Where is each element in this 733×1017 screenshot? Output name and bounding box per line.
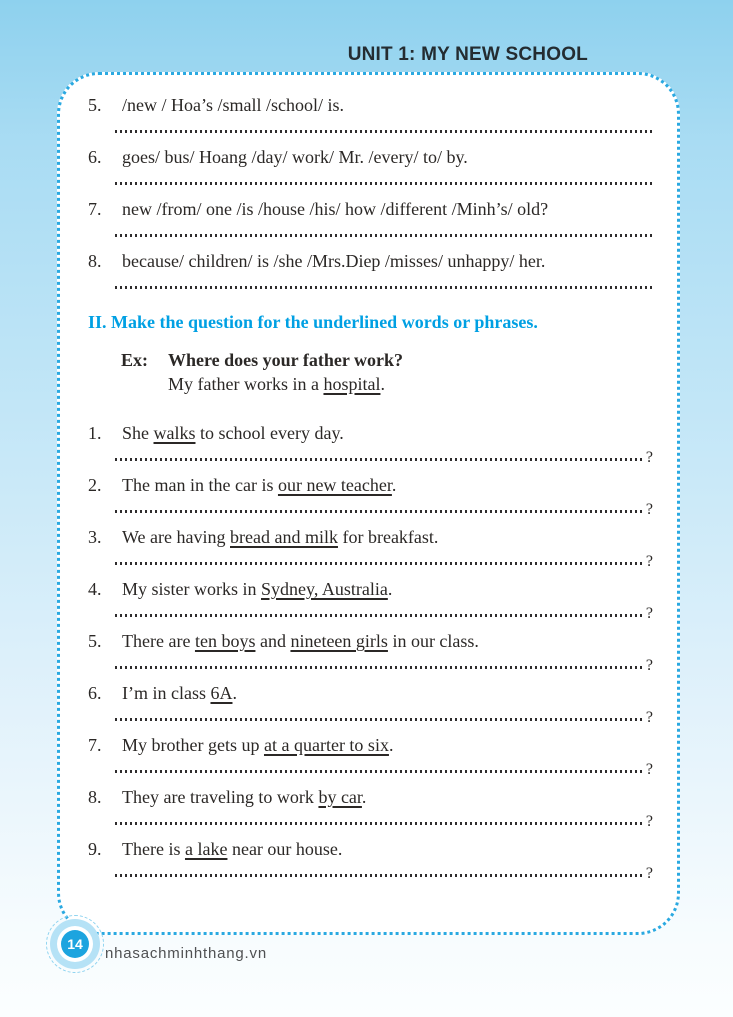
part2-section-heading: II. Make the question for the underlined words or phrases. [88,312,538,332]
answer-blank-line [115,600,653,620]
question-item [88,94,653,136]
underlined-phrase: ten boys [194,631,256,651]
text-segment: /new / Hoa’s /small /school/ is. [122,95,344,115]
page-number: 14 [61,930,89,958]
worksheet-card [57,72,680,935]
question-number: 2. [88,475,102,495]
question-number: 4. [88,579,102,599]
question-number: 6. [88,147,102,167]
question-text [122,250,653,272]
text-segment: . [388,735,394,755]
answer-blank-line [115,548,653,568]
answer-blank-line [115,756,653,776]
question-text [122,734,653,756]
text-segment: They are traveling to work [122,787,319,807]
question-text [122,422,653,444]
question-item [88,422,653,464]
question-text [122,786,653,808]
text-segment: My brother gets up [122,735,264,755]
publisher-website: nhasachminhthang.vn [105,945,267,962]
example-label: Ex: [121,350,148,370]
question-item [88,682,653,724]
answer-blank-line [115,860,653,880]
answer-blank-line [115,272,653,292]
question-item [88,198,653,240]
question-number: 8. [88,787,102,807]
part1-rearrange-list [88,94,653,292]
text-segment: near our house. [227,839,343,859]
question-text [122,526,653,548]
text-segment: new /from/ one /is /house /his/ how /different /Minh’s/ old? [122,199,549,219]
dotted-leader [115,182,653,185]
page-number-badge [46,915,104,973]
question-number: 7. [88,735,102,755]
underlined-phrase: bread and milk [230,527,338,547]
dotted-leader [115,510,645,513]
part2-question-list [88,422,653,880]
answer-question-mark: ? [645,761,653,778]
question-item [88,786,653,828]
question-text [122,474,653,496]
dotted-leader [115,562,645,565]
text-segment: . [361,787,367,807]
question-number: 5. [88,95,102,115]
underlined-phrase: 6A [210,683,233,703]
answer-question-mark: ? [645,501,653,518]
underlined-phrase: at a quarter to six [263,735,389,755]
answer-blank-line [115,652,653,672]
text-segment: and [255,631,291,651]
dotted-leader [115,874,645,877]
question-item [88,578,653,620]
answer-blank-line [115,444,653,464]
answer-question-mark: ? [645,449,653,466]
answer-question-mark: ? [645,865,653,882]
question-item [88,734,653,776]
question-text [122,578,653,600]
dotted-leader [115,666,645,669]
question-text [122,682,653,704]
example-answer [168,372,385,396]
text-segment: . [391,475,397,495]
text-segment: in our class. [387,631,479,651]
question-text [122,94,653,116]
text-segment: There is [122,839,185,859]
text-segment: for breakfast. [337,527,439,547]
text-segment: My sister works in [122,579,261,599]
text-segment: We are having [122,527,230,547]
answer-question-mark: ? [645,709,653,726]
text-segment: because/ children/ is /she /Mrs.Diep /misses/ unhappy/ her. [122,251,546,271]
dotted-leader [115,234,653,237]
question-item [88,250,653,292]
underlined-phrase: hospital [323,374,381,394]
question-text [122,146,653,168]
question-number: 6. [88,683,102,703]
answer-question-mark: ? [645,657,653,674]
question-text [122,838,653,860]
answer-question-mark: ? [645,813,653,830]
example-answer-indent [121,372,168,396]
text-segment: There are [122,631,195,651]
text-segment: My father works in a [168,374,324,394]
question-item [88,526,653,568]
question-item [88,146,653,188]
question-number: 8. [88,251,102,271]
underlined-phrase: Sydney, Australia [261,579,388,599]
answer-blank-line [115,808,653,828]
underlined-phrase: a lake [184,839,228,859]
question-number: 3. [88,527,102,547]
dotted-leader [115,718,645,721]
underlined-phrase: walks [153,423,196,443]
answer-blank-line [115,704,653,724]
question-number: 1. [88,423,102,443]
question-number: 5. [88,631,102,651]
dotted-leader [115,130,653,133]
text-segment: The man in the car is [122,475,278,495]
example-block [88,348,653,396]
text-segment: She [122,423,154,443]
answer-blank-line [115,168,653,188]
text-segment: goes/ bus/ Hoang /day/ work/ Mr. /every/ to/ by. [122,147,468,167]
question-item [88,474,653,516]
underlined-phrase: by car [318,787,362,807]
question-text [122,630,653,652]
text-segment: . [387,579,393,599]
text-segment: . [380,374,385,394]
unit-header-title: UNIT 1: MY NEW SCHOOL [347,44,588,65]
answer-question-mark: ? [645,553,653,570]
dotted-leader [115,822,645,825]
underlined-phrase: nineteen girls [290,631,388,651]
example-question: Where does your father work? [168,350,403,370]
answer-question-mark: ? [645,605,653,622]
dotted-leader [115,770,645,773]
dotted-leader [115,458,645,461]
answer-blank-line [115,220,653,240]
answer-blank-line [115,496,653,516]
text-segment: . [232,683,237,703]
question-number: 9. [88,839,102,859]
underlined-phrase: our new teacher [277,475,392,495]
question-number: 7. [88,199,102,219]
text-segment: I’m in class [122,683,211,703]
dotted-leader [115,614,645,617]
dotted-leader [115,286,653,289]
text-segment: to school every day. [195,423,344,443]
answer-blank-line [115,116,653,136]
question-item [88,838,653,880]
question-item [88,630,653,672]
question-text [122,198,653,220]
